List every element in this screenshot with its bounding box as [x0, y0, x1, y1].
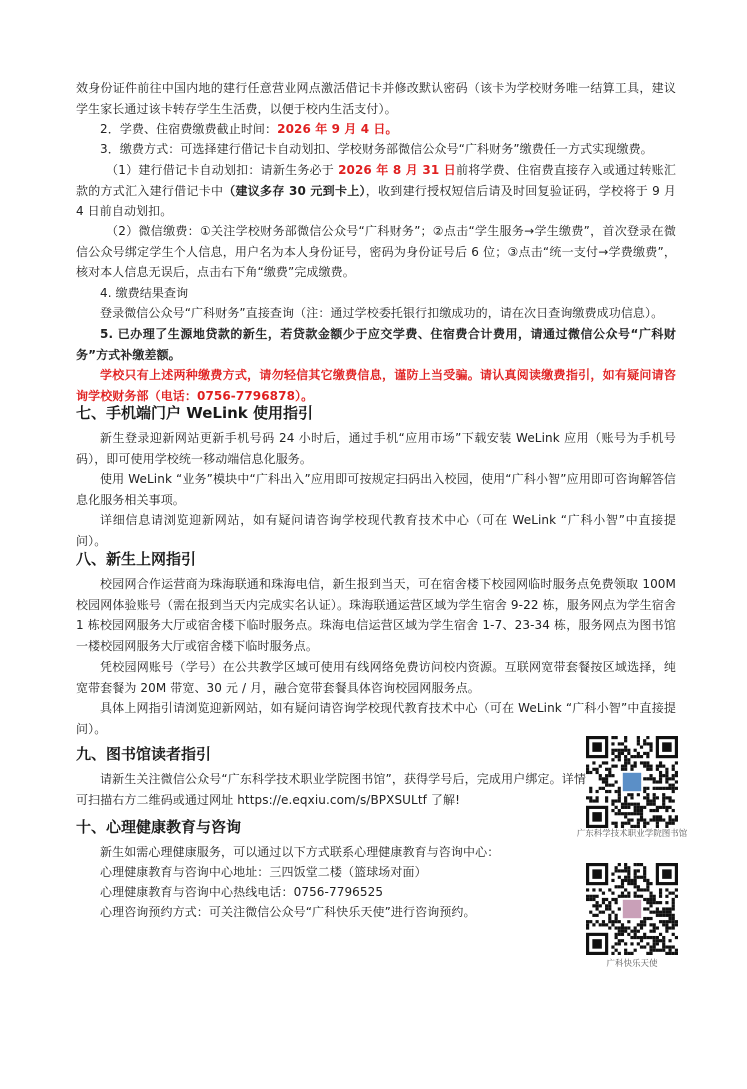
payment-result-title: 4. 缴费结果查询	[100, 286, 189, 300]
section-10-p1: 新生如需心理健康服务，可以通过以下方式联系心理健康教育与咨询中心：	[100, 845, 500, 859]
section-7-p3: 详细信息请浏览迎新网站，如有疑问请咨询学校现代教育技术中心（可在 WeLink “广科小智”中直接提问）。	[76, 513, 676, 548]
counseling-qr-code	[586, 863, 678, 955]
bank-card-text-b: 前将学费、住宿费直接存入或通过转账汇款的方式汇入建行借记卡中	[76, 163, 676, 198]
section-9-p1: 请新生关注微信公众号“广东科学技术职业学院图书馆”，获得学号后，完成用户绑定。详情可扫描右方二维码或通过网址 https://e.eqxiu.com/s/BPXSULtf 了解!	[76, 772, 586, 807]
section-10-p4: 心理咨询预约方式：可关注微信公众号“广科快乐天使”进行咨询预约。	[100, 905, 476, 919]
payment-method-wechat: （2）微信缴费：①关注学校财务部微信公众号“广科财务”；②点击“学生服务→学生缴费”，首次登录在微信公众号绑定学生个人信息，用户名为本人身份证号，密码为身份证号后 6 位；③点击“统一支付→学费缴费”，核对本人信息无误后，点击右下角“缴费”完成缴费。	[76, 224, 676, 279]
bank-card-text-c: ，收到建行授权短信后请及时回复验证码，学校将于 9 月 4 日前自动划扣。	[76, 183, 676, 218]
section-10-p3: 心理健康教育与咨询中心热线电话：0756-7796525	[100, 885, 384, 899]
section-8-title: 八、新生上网指引	[76, 550, 197, 568]
fraud-warning: 学校只有上述两种缴费方式，请勿轻信其它缴费信息，谨防上当受骗。请认真阅读缴费指引，如有疑问请咨询学校财务部（电话：0756-7796878）。	[76, 368, 676, 403]
bank-card-tip: （建议多存 30 元到卡上）	[223, 183, 366, 198]
section-8-p1: 校园网合作运营商为珠海联通和珠海电信，新生报到当天，可在宿舍楼下校园网临时服务点免费领取 100M 校园网体验账号（需在报到当天内完成实名认证）。珠海联通运营区域为学生宿舍 9-22 栋，服务网点为学生宿舍 1 栋校园网服务大厅或宿舍楼下临时服务点。珠海电信运营区域为学生宿舍 1-7、23-34 栋，服务网点为图书馆一楼校园网服务大厅或宿舍楼下临时服务点。	[76, 577, 676, 653]
payment-method-bank-card	[76, 160, 676, 222]
loan-supplement-note: 5. 已办理了生源地贷款的新生，若贷款金额少于应交学费、住宿费合计费用，请通过微信公众号“广科财务”方式补缴差额。	[76, 327, 676, 362]
section-7-title: 七、手机端门户 WeLink 使用指引	[76, 404, 313, 422]
payment-deadline-label: 2．学费、住宿费缴费截止时间：	[100, 122, 278, 136]
counseling-qr-caption: 广科快乐天使	[606, 959, 658, 969]
payment-deadline	[76, 119, 676, 140]
library-qr-code	[586, 736, 678, 828]
section-8-p2: 凭校园网账号（学号）在公共教学区域可使用有线网络免费访问校内资源。互联网宽带套餐按区域选择，纯宽带套餐为 20M 带宽、30 元 / 月，融合宽带套餐具体咨询校园网服务点。	[76, 660, 676, 695]
intro-paragraph: 效身份证件前往中国内地的建行任意营业网点激活借记卡并修改默认密码（该卡为学校财务唯一结算工具，建议学生家长通过该卡转存学生生活费，以便于校内生活支付）。	[76, 81, 676, 116]
section-7-p2: 使用 WeLink “业务”模块中“广科出入”应用即可按规定扫码出入校园，使用“广科小智”应用即可咨询解答信息化服务相关事项。	[76, 472, 676, 507]
section-7-p1: 新生登录迎新网站更新手机号码 24 小时后，通过手机“应用市场”下载安装 WeLink 应用（账号为手机号码），即可使用学校统一移动端信息化服务。	[76, 431, 676, 466]
counseling-qr-icon	[586, 863, 678, 955]
library-qr-caption: 广东科学技术职业学院图书馆	[576, 829, 688, 839]
section-8-p3: 具体上网指引请浏览迎新网站，如有疑问请咨询学校现代教育技术中心（可在 WeLink “广科小智”中直接提问）。	[76, 701, 676, 736]
bank-card-date: 2026 年 8 月 31 日	[338, 163, 456, 177]
payment-methods: 3．缴费方式：可选择建行借记卡自动划扣、学校财务部微信公众号“广科财务”缴费任一方式实现缴费。	[100, 142, 653, 156]
bank-card-text-a: （1）建行借记卡自动划扣：请新生务必于	[106, 163, 339, 177]
section-10-p2: 心理健康教育与咨询中心地址：三四饭堂二楼（篮球场对面）	[100, 865, 427, 879]
payment-result-body: 登录微信公众号“广科财务”直接查询（注：通过学校委托银行扣缴成功的，请在次日查询缴费成功信息）。	[100, 306, 664, 320]
section-9-title: 九、图书馆读者指引	[76, 745, 212, 763]
library-qr-icon	[586, 736, 678, 828]
section-10-title: 十、心理健康教育与咨询	[76, 818, 242, 836]
payment-deadline-date: 2026 年 9 月 4 日。	[277, 122, 398, 136]
